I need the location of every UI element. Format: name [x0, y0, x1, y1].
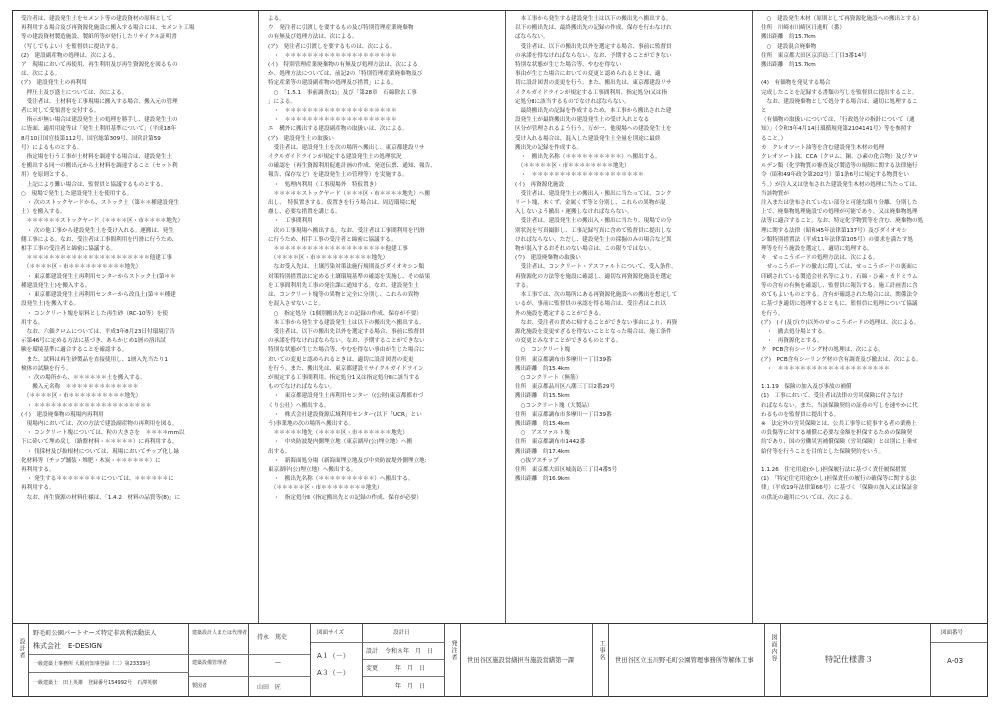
spec-line: ○ アスファルト塊: [515, 430, 570, 437]
spec-line: 1.1.26 住宅用途(かし)担保履行法に基づく責任履保措置: [761, 466, 907, 473]
spec-line: リート塊、木くず、金属くず等と分別し、これらの異物が混: [515, 200, 666, 207]
spec-line: 搬出距離 約15.4km: [515, 420, 570, 427]
spec-line: ・ 伐採材及び抜根材については、現場においてチップ化し緑: [21, 448, 180, 455]
spec-line: 種建設発生土)を搬入する。: [21, 282, 91, 289]
spec-line: ＊＊＊＊＊地先（＊＊＊＊区・市＊＊＊＊＊＊地先）: [268, 430, 408, 437]
spec-line: ・ 新海面処分場（新海面埋立地及び中央防波堤外側埋立地:: [268, 457, 427, 464]
spec-line: の有無及び処理方法は、次による。: [268, 34, 358, 41]
spec-line: 上で、廃棄物処理施設での処理が可能であり、又は廃棄物処理: [761, 209, 918, 216]
spec-line: また、試料は再生砂製品を直接使用し、1層入先当たり1: [21, 356, 168, 363]
spec-line: 搬出距離 約17.4km: [515, 448, 570, 455]
spec-line: 上記により難い場合は、監督員と協議するものとする。: [21, 181, 167, 188]
tb-client: [461, 624, 593, 697]
spec-line: 受注者は、以下の搬出先以外を選定する場合、事前に監督員: [268, 328, 425, 335]
spec-line: (イ) 建設廃棄物の現場内再利用: [21, 411, 104, 418]
spec-line: の負傷等に対する補償に必要な金額を担保するための保険契: [761, 430, 913, 437]
spec-line: 設発生土が最終搬出先の建設発生土の受け入れとなる: [515, 117, 650, 124]
spec-column-1: [21, 15, 253, 619]
drawing-no: A-03: [947, 657, 964, 665]
spec-line: 設発生土)を搬入する。: [21, 301, 80, 308]
drawing-sheet: [12, 10, 988, 697]
spec-line: 土）を搬入する。: [21, 209, 66, 216]
spec-line: ・ 東京都建設発生土再利用センターから改良土(第＊＊種建: [21, 292, 176, 299]
spec-body: [13, 11, 987, 623]
spec-line: 指定場を行う工事が土材料を調達する場合は、建設発生土: [21, 154, 173, 161]
spec-line: ・ 東京都建設発生土再利用センター（(公財)東京都都市づ: [268, 393, 424, 400]
company-line1: 野毛町公園パートナーズ特定非営利活動法人: [33, 630, 157, 637]
spec-line: ・ 撤去処分場とする。: [761, 328, 829, 335]
column-divider: [752, 11, 753, 623]
spec-line: 押圧土及び盛土については、次による。: [21, 89, 128, 96]
spec-line: 律」（平成19年法律第66号）に基づく「保険の加入又は保証金: [761, 485, 918, 492]
spec-line: なお受入先は、土壌汚染対策法施行規則及びダイオキシン類: [268, 264, 425, 271]
spec-line: 住所 東京都大田区京浜島三丁目3番14号: [761, 52, 867, 59]
spec-line: ン類特別措置法（平成11年法律第105号）の要求を満たす処: [761, 236, 914, 243]
spec-line: (2) 建設副産物の処理は、次による。: [21, 52, 119, 59]
spec-line: ・ 次の場所から、＊＊＊＊＊＊土を搬入する。: [21, 374, 146, 381]
spec-line: は、次による。: [21, 71, 61, 78]
spec-line: （＊＊＊＊区・市＊＊＊＊＊＊＊＊＊＊地先）: [21, 264, 142, 271]
spec-line: 給付等を行うことを目的とした保険契約をいう。: [761, 448, 885, 455]
date-row3-value: 年 月 日: [395, 683, 426, 690]
spec-line: ○ 建設発生木材（原則として再資源化施設への搬出とする）: [761, 16, 923, 22]
spec-line: 住所 東京都品川区八潮三丁目2番29号: [515, 384, 616, 391]
scale-a3: A３（－）: [317, 669, 350, 677]
spec-line: キ せっこうボードの処理方法は、次による。: [761, 255, 879, 262]
spec-line: 理に関する法律（昭和45年法律第137号）及びダイオキシ: [761, 227, 908, 234]
spec-line: ・ ＊＊＊＊＊＊＊＊＊＊＊＊＊＊＊＊＊＊＊＊＊: [21, 402, 152, 409]
spec-line: 化材料等（チップ舗装・堆肥・木炭・＊＊＊＊＊＊）に: [21, 457, 161, 464]
spec-line: ・ コンクリート塊を原料とした再生砂（RC-10等）を使: [21, 310, 168, 317]
spec-line: （＊＊＊＊区・市＊＊＊＊＊＊＊＊＊＊地先）: [21, 393, 142, 400]
spec-line: 搬出距離 約15.4km: [515, 365, 570, 372]
spec-line: を混入させないこと。: [268, 301, 324, 308]
drawing-title: 特記仕様書３: [825, 655, 873, 664]
spec-line: 事由が生じた場合においての変更と認められるときは、適: [515, 71, 661, 78]
spec-line: わるものを監督員に提出する。: [761, 411, 840, 418]
spec-line: ○ コンクリート塊: [515, 347, 571, 354]
spec-line: めてもよいものとする。含有が確認された場合には、関係法令: [761, 292, 918, 299]
spec-line: ＊＊＊＊＊＊ストックヤード（＊＊＊＊区・市＊＊＊＊地先）: [21, 218, 184, 225]
spec-line: 用）を原則とする。: [21, 172, 72, 179]
tb-roles: [189, 624, 249, 697]
spec-line: う)事業地の次の場所へ搬出する。: [268, 420, 355, 427]
spec-line: ク PCB含有シーリング材の処理は、次による。: [761, 347, 884, 354]
spec-line: 再利用する。: [21, 485, 55, 492]
tb-role-names: [249, 624, 311, 697]
tb-drawing-title: [781, 624, 931, 697]
spec-line: ＊＊＊＊＊ストックヤード（＊＊＊区・市＊＊＊＊地先）へ搬: [268, 190, 431, 197]
tb-dates: [363, 624, 445, 697]
spec-line: ○ 建設混合廃棄物: [761, 43, 817, 50]
spec-line: ・ 工事間利用: [268, 218, 313, 225]
spec-line: 搬出距離 約15.5km: [515, 393, 570, 400]
spec-line: 再利用する。: [21, 466, 55, 473]
spec-line: ○抜アスチップ: [515, 457, 559, 464]
spec-line: 報告、保存など）を建設発生土の管理等）を実施する。: [268, 172, 408, 179]
spec-line: ＊＊＊＊＊＊＊＊＊＊＊＊＊＊＊＊＊＊＊＊他建工事: [268, 246, 408, 253]
spec-line: 号）によるものとする。: [21, 144, 83, 151]
spec-line: カ クレオソート油等を含む建設発生木材の処理: [761, 144, 885, 151]
spec-column-2: [268, 15, 500, 619]
spec-line: 本工事では、次の場所にある再資源化施設への搬出を想定して: [515, 292, 678, 299]
spec-line: (4) 有価物を発見する場合: [761, 80, 831, 87]
spec-line: ・ ＊＊＊＊＊＊＊＊＊＊＊＊＊＊＊＊＊＊＊＊: [515, 172, 644, 179]
spec-line: ものでなければならない。: [268, 384, 336, 391]
spec-line: 搬出距離 約15.7km: [761, 62, 816, 69]
spec-line: ○ 指定処分（1個別搬出先との記録の作成、保存が不要）: [268, 310, 422, 317]
scale-a1: A１（－）: [317, 652, 350, 660]
spec-line: う。）が注入又は塗布された建設発生木材の処理に当たっては、: [761, 181, 921, 188]
spec-line: に基づき適切に処理するとともに、監督員に処理について協議: [761, 301, 918, 308]
spec-line: (ア) (イ)及び(ウ)以外のせっこうボードの処理は、次による。: [761, 319, 920, 326]
spec-line: 住所 川崎市川崎区日進町（番）: [761, 25, 845, 32]
spec-line: ・ 発生する＊＊＊＊＊＊＊＊については、＊＊＊＊＊＊に: [21, 476, 174, 483]
scale-label: 図面サイズ: [317, 630, 345, 636]
date-row2-label: 変更: [366, 665, 379, 672]
role1-label: 建築設計人または代理者: [192, 630, 248, 636]
spec-line: 切に設計図書の変更を行う。また、搬出先は、東京都建設リサ: [515, 80, 672, 87]
spec-line: ルデン類（化学物質の審査及び製造等の規制に関する法律施行: [761, 163, 918, 170]
spec-line: (1) 工事において、受注者は法律の労災保険に付さなけ: [761, 393, 904, 400]
spec-line: ア 現場において再使用、再生利用及び再生資源化を図るもの: [21, 62, 178, 69]
spec-column-4: [761, 15, 993, 619]
spec-line: 源化施設を変更せざるを得ないこととなった場合は、施工条件: [515, 328, 672, 335]
spec-line: おいての変更と認められるときは、適切に設計図書の変更: [268, 356, 414, 363]
spec-line: の確認を（再生資源利用促進計画の作成、発送伝票、通知、報告、: [268, 163, 436, 170]
spec-line: ・ 中央防波堤内側埋立地（東京湖岸(公)埋立地）へ搬: [268, 439, 413, 446]
spec-line: 本工事から発生する建設発生土は以下の搬出先へ搬出する。: [268, 319, 425, 326]
spec-line: 受注者は、コンクリート・アスファルトについて、受入条件、: [515, 264, 677, 271]
side-label-design: 設計者: [18, 638, 25, 659]
title-block: [13, 623, 987, 697]
tb-work-side: [593, 624, 609, 697]
spec-line: 搬出距離 約15.7km: [761, 34, 816, 41]
spec-line: が規定する工事間利用、指定処分1又は指定処分Ⅱに該当する: [268, 374, 420, 381]
date-row2-value: 年 月 日: [395, 665, 426, 672]
spec-line: 検体の試験を行う。: [21, 365, 72, 372]
spec-line: か、処理方法については、前記2の「特別管理産業廃棄物及び: [268, 71, 423, 78]
spec-line: を搬出する同一の搬出元から土材料を調達すること（セット利: [21, 163, 178, 170]
spec-line: する。: [515, 282, 532, 289]
spec-line: 受注者は、土材料を工事現場に搬入する場合、搬入元の管理: [21, 98, 178, 105]
spec-line: ること。）: [761, 135, 787, 142]
spec-line: ・ 再資源化とする。: [761, 338, 823, 345]
spec-line: ・ 指定処分Ⅱ（指定搬出先との記録の作成、保存が必要）: [268, 494, 422, 501]
company-line2: 株式会社 E-DESIGN: [33, 642, 102, 650]
spec-line: と: [761, 108, 767, 115]
spec-line: クレオソート油、CCA（クロム、銅、ひ素の化合物）及びクロ: [761, 154, 919, 161]
spec-line: ○ 「1.5.1 事前調査(1)」及び「第28章 石綿除去工事: [268, 89, 417, 96]
spec-line: 再資源化の方法等を施設に確認し、適切な再資源化施設を選定: [515, 273, 672, 280]
spec-line: なお、再生資源の材料仕様は、「1.4.2 材料の品質等(8)」に: [21, 494, 181, 501]
spec-line: 完成したことを記録する書類の写しを監督員に提出すること。: [761, 89, 918, 96]
spec-line: （写しでもよい）を監督員に提出する。: [21, 43, 122, 50]
spec-line: 受注者は、建設発生土を次の場所へ搬出し、東京都建設リサ: [268, 144, 425, 151]
spec-line: イクルガイドラインが規定する工事間利用、指定処分Ⅰ又は指: [515, 89, 668, 96]
project-name: 世田谷区立玉川野毛町公園管理事務所等解体工事: [615, 657, 754, 664]
spec-line: ・ 搬出先名称（＊＊＊＊＊＊＊＊＊＊）へ搬出する。: [268, 476, 414, 483]
spec-line: 知）」（令和3年4月14日環循規発第2104141号）等を参照す: [761, 126, 913, 133]
spec-line: ○コンクリート（無筋）: [515, 374, 582, 381]
role2-name: —: [275, 659, 281, 666]
spec-line: 等の建設資材製造施設、製紙所等が発行したリサイクル証明書: [21, 34, 177, 41]
spec-line: 示第46号に定める方法に基づき、あらかじめ1層の溶出試: [21, 338, 166, 345]
spec-line: ばならない。: [515, 34, 549, 41]
spec-line: を行う。また、搬出先は、東京都建設リサイクルガイドライン: [268, 365, 424, 372]
spec-line: [761, 374, 993, 383]
spec-line: ればならない。また、当該保険契約の証券の写しを速やかに代: [761, 402, 918, 409]
spec-line: 」による。: [268, 98, 296, 105]
spec-line: 等の含有の有無を確認し、監督員に報告する。施工計画書に含: [761, 282, 918, 289]
tb-order-side: [445, 624, 461, 697]
spec-line: (ア) 発注者に引渡しを要するものは、次による。: [268, 43, 396, 50]
spec-line: (イ) 特別管理産業廃棄物の有無及び処理方法は、次による: [268, 62, 418, 69]
spec-line: に行うため、相手工事の受注者と綿密に協議する。: [268, 236, 397, 243]
spec-line: 験を環境基準に適合することを確認する。: [21, 347, 128, 354]
spec-line: 外の施設を選定することができる。: [515, 310, 605, 317]
spec-line: 現場内においては、次の方法で建設副産物の再利用を図る。: [21, 420, 178, 427]
date-row1-value: 令和８年 月 日: [385, 648, 434, 655]
spec-line: エ 構外に搬出する建設副産物の取扱いは、次による。: [268, 126, 408, 133]
spec-line: ・ 処理内利用（工事現場外 特仮置き）: [268, 181, 380, 188]
spec-line: 再利用する場合及び再資源化施設に搬入する場合には、セメント工場: [21, 25, 195, 32]
spec-line: 受注者は、建設発生土をセメント等の建設資材の原料として: [21, 16, 173, 22]
column-divider: [258, 11, 259, 623]
spec-line: 定処分Ⅱに該当するものでなければならない。: [515, 98, 630, 105]
spec-line: ・ 東京都建設発生土再利用センターからストック土(第＊＊: [21, 273, 176, 280]
date-header: 設計日: [393, 630, 410, 636]
spec-line: （＊＊＊＊＊区・市＊＊＊＊＊＊＊＊地先）: [515, 163, 630, 170]
role3-name: 山田 匠: [257, 684, 282, 691]
spec-line: ・ ＊＊＊＊＊＊＊＊＊＊＊＊＊＊＊＊＊＊＊＊: [268, 108, 397, 115]
spec-line: 印刷されている製造会社名等により、石綿・ひ素・カドミウム: [761, 273, 918, 280]
spec-line: [761, 70, 993, 79]
spec-line: 物が混入するおそれのない場合は、この限りではない。: [515, 246, 655, 253]
spec-line: 別状況を写真撮影し、工事記録写真に含めて監督員に提出しな: [515, 227, 672, 234]
spec-line: 搬入元名称 ＊＊＊＊＊＊＊＊＊＊＊＊＊: [21, 384, 139, 391]
side-label-order: 発注者: [450, 640, 457, 661]
spec-line: 次の工事現場へ搬出する。なお、受注者は工事間利用を円滑: [268, 227, 425, 234]
spec-line: 東京湖岸(公)埋立地）へ搬出する。: [268, 466, 357, 473]
spec-line: (ア) 建設発生土の取扱い: [268, 135, 334, 142]
spec-line: ＊＊＊＊＊＊＊＊＊＊＊＊＊＊＊＊＊＊＊＊＊＊他建工事: [21, 255, 173, 262]
spec-line: 受注者は、建設発生土の搬出入・搬出に当たり、現場での分: [515, 218, 672, 225]
spec-line: せっこうボードの撤去に際しては、せっこうボードの裏面に: [761, 264, 918, 271]
spec-line: 特別な状態が生じた場合等、やむを得ない: [515, 62, 622, 69]
client-name: 世田谷区施設営繕担当施設営繕第一課: [467, 657, 575, 664]
spec-line: よる。: [268, 16, 285, 22]
spec-line: 出する。: [268, 448, 291, 455]
spec-line: は、コンクリート塊等の異物と完全に分別し、これらの異物: [268, 292, 419, 299]
spec-line: 受注者は、以下の搬出先以外を選定する場合、事前に監督員: [515, 43, 672, 50]
tb-design-side: [13, 624, 29, 697]
spec-line: 住所 東京都調布市多摩川一丁目39番: [515, 411, 612, 418]
role2-label: 建築設備管理者: [192, 660, 228, 666]
spec-line: イクルガイドラインが規定する建設発生土の処理状況: [268, 154, 402, 161]
spec-line: （有価物の取扱いについては、「行政処分の指針について（通: [761, 117, 915, 124]
spec-line: の承諾を得なければならない。なお、予期することができない: [268, 338, 425, 345]
spec-line: なお、受注者の責めに帰することができない事由により、再資: [515, 319, 678, 326]
spec-line: 者に対して受領書を交付する。: [21, 108, 100, 115]
spec-line: なお、六価クロムについては、平成3年8月23日付環境庁告: [21, 328, 175, 335]
spec-line: 対策特別措置法に定める土壌環境基準の確認を実施し、その結果: [268, 273, 431, 280]
spec-line: 搬出距離 約16.9km: [515, 476, 570, 483]
spec-line: (イ) 再資源化施設: [515, 181, 565, 188]
spec-line: ・ ＊＊＊＊＊＊＊＊＊＊＊＊＊＊＊＊＊＊＊＊: [268, 117, 397, 124]
spec-line: 特別な状態が生じた場合等、やむを得ない事由が生じた場合に: [268, 347, 425, 354]
spec-line: （＊＊＊＊区・市＊＊＊＊＊＊＊＊＊＊地先）: [268, 255, 389, 262]
spec-line: 以下の搬出先は、最終搬出先の記録の作成、保存を行わなけれ: [515, 25, 672, 32]
tb-drawing-no: [931, 624, 987, 697]
spec-line: 本工事から発生する建設発生土は以下の搬出先へ搬出する。: [515, 16, 672, 22]
spec-line: くり公社）へ搬出する。: [268, 402, 330, 409]
spec-line: 受注者は、建設発生土の搬出入・搬出に当たっては、コンク: [515, 190, 672, 197]
spec-line: 当該物質が: [761, 190, 789, 197]
spec-line: 出し、 特仮置きする。仮置きを行う場合は、周辺環境に配: [268, 200, 417, 207]
spec-line: (1) 「特定住宅用途(かし)担保責任の履行の確保等に関する法: [761, 476, 916, 483]
spec-line: を工事間利用先工事の発注課に通知する。なお、建設発生土: [268, 282, 420, 289]
tb-scale: [311, 624, 363, 697]
spec-line: ・ コンクリート塊については、粒の大きさを ＊＊＊＊mm以: [21, 430, 185, 437]
spec-line: （＊＊＊＊＊区・市＊＊＊＊＊＊＊＊地先）: [268, 485, 383, 492]
side-label-work: 工事名: [598, 640, 605, 661]
spec-line: 搬出先の記録を作成する。: [515, 144, 583, 151]
spec-line: 受け入れる場合は、混入した建設発生土全量を別途に最終: [515, 135, 661, 142]
date-row1-label: 設計: [366, 648, 379, 655]
spec-line: 側工事による。なお、受注者は工事間利用を円滑に行うため、: [21, 236, 178, 243]
spec-line: ○コンクリート塊（大製品）: [515, 402, 593, 409]
spec-line: 1.1.19 保険の加入及び事故の補償: [761, 384, 852, 391]
spec-line: を行う。: [761, 310, 784, 317]
spec-line: の承諾を得なければならない。なお、予期することができない: [515, 52, 672, 59]
spec-line: ○ 現場で発生した建設発生土を使用する。: [21, 190, 133, 197]
spec-line: 下に砕いて埋め戻し（路盤材料・＊＊＊＊＊）に再利用する。: [21, 439, 178, 446]
spec-line: の供託の適用については、次による。: [761, 494, 856, 501]
spec-line: ・ ＊＊＊＊＊＊＊＊＊＊＊＊＊＊＊＊＊＊＊＊: [761, 365, 890, 372]
spec-line: (ア) 建設発生土の再利用: [21, 80, 87, 87]
role1-name: 持永 篤史: [257, 634, 288, 641]
spec-line: (ウ) 建設廃棄物の取扱い: [515, 255, 581, 262]
spec-line: 区分が管理されるよう行う。万が一、他現場への建設発生土を: [515, 126, 672, 133]
tb-company: [29, 624, 189, 697]
spec-line: (ア) PCB含有シーリング材の含有調査及び撤去は、次による。: [761, 356, 922, 363]
spec-line: ・ 株式会社建設資源広域利用センター(以下「UCR」とい: [268, 411, 422, 418]
spec-line: 住所 東京都調布市1442番: [515, 439, 586, 446]
spec-line: ウ 発注者に引渡しを要するもの及び特別管理産業廃棄物: [268, 25, 414, 32]
spec-line: いるが、事前に監督員の承認を得る場合は、受注者はこれ以: [515, 301, 667, 308]
side-label-drawing: 図面内容: [770, 634, 777, 662]
spec-line: 約であり、国の労働災害補償保険（労災保険）とは別に上乗せ: [761, 439, 918, 446]
tb-project: [609, 624, 765, 697]
spec-line: ければならない。ただし、建設発生土の採掘のみの場合など異: [515, 236, 672, 243]
spec-line: ※ 法定外の労災保険とは、公共工事等に従事する者の業務上: [761, 420, 917, 427]
column-divider: [505, 11, 506, 623]
spec-line: の変更とみなすことができるものとする。: [515, 338, 622, 345]
spec-line: 住所 東京都調布市多摩川一丁目39番: [515, 356, 612, 363]
drawing-no-label: 図面番号: [941, 630, 964, 636]
role3-label: 製図者: [192, 683, 208, 689]
spec-line: ・ 次のストックヤードから、ストック土（第＊＊種建設発生: [21, 200, 180, 207]
license-line: 一級建築士事務所 大阪府知事登録（二）第23339号: [33, 661, 151, 667]
spec-line: 法等に適合すること。なお、特定化学物質等を含む、廃棄物の処: [761, 218, 924, 225]
spec-line: ・ 搬出先名称（＊＊＊＊＊＊＊＊＊＊）へ搬出する。: [515, 154, 661, 161]
spec-line: 最終搬出先の記録を作成するため、本工事から搬出された建: [515, 108, 672, 115]
spec-line: 8月10日国官技第112号、国官総第309号、国営計第59: [21, 135, 161, 142]
tb-drawing-side: [765, 624, 781, 697]
spec-line: ・ 次の他工事から建設発生土を受け入れる。運搬は、発生: [21, 227, 174, 234]
spec-line: ・ ＊＊＊＊＊＊＊＊＊＊＊＊＊＊＊＊＊＊＊＊: [268, 52, 397, 59]
staff-line: 一級建築士 田上英雄 登録番号154992号 石澤英樹: [33, 680, 158, 686]
spec-line: 住所 東京都大田区城南島三丁目4番5号: [515, 466, 618, 473]
spec-line: 令（昭和49年政令第202号）第1条6号に規定する物質をい: [761, 172, 909, 179]
spec-line: 理等を行う施設を選定し、適切に処理する。: [761, 246, 873, 253]
spec-line: 注入または塗布されていない部分と可能な限り分離、分別した: [761, 200, 918, 207]
spec-line: 指示が無い場合は建設発生土の処理を勝手し、建設発生土の: [21, 117, 178, 124]
spec-column-3: [515, 15, 747, 619]
spec-line: 入しないよう撤出・運搬しなければならない。: [515, 209, 633, 216]
spec-line: 相手工事の受注者と綿密に協議する。: [21, 246, 117, 253]
spec-line: 用する。: [21, 319, 44, 326]
spec-line: に皆面、適用用途等は「発生土利用基準について」（平成18年: [21, 126, 177, 133]
spec-line: なお、建設廃棄物として処分する場合は、適切に処理するこ: [761, 98, 918, 105]
spec-line: 特定産業等の建設副産物の処理及び措置」による。: [268, 80, 397, 87]
spec-line: [761, 457, 993, 466]
spec-line: 慮し、必要な措置を講じる。: [268, 209, 341, 216]
